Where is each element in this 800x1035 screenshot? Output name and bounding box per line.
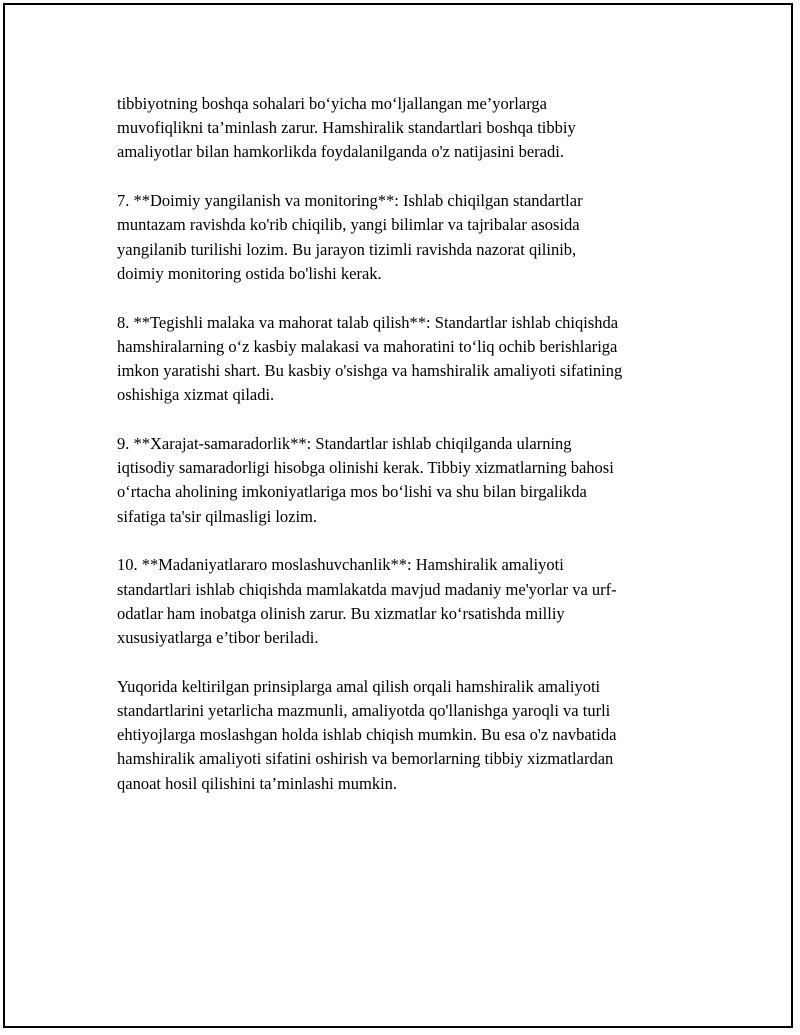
text-line: 8. **Tegishli malaka va mahorat talab qilish**: Standartlar ishlab chiqishda (117, 312, 619, 332)
text-line: standartlarini yetarlicha mazmunli, amaliyotda qo'llanishga yaroqli va turli (117, 701, 611, 721)
paragraph-conclusion (117, 675, 683, 796)
text-line: imkon yaratishi shart. Bu kasbiy o'sishga va hamshiralik amaliyoti sifatining (117, 361, 623, 381)
text-line: odatlar ham inobatga olinish zarur. Bu xizmatlar ko‘rsatishda milliy (117, 603, 565, 623)
text-line: hamshiralik amaliyoti sifatini oshirish va bemorlarning tibbiy xizmatlardan (117, 749, 614, 769)
text-line: Yuqorida keltirilgan prinsiplarga amal qilish orqali hamshiralik amaliyoti (117, 676, 601, 696)
text-line: oshishiga xizmat qiladi. (117, 385, 275, 405)
paragraph-item-10 (117, 553, 683, 650)
text-line: iqtisodiy samaradorligi hisobga olinishi kerak. Tibbiy xizmatlarning bahosi (117, 458, 614, 478)
text-line: tibbiyotning boshqa sohalari bo‘yicha mo‘ljallangan me’yorlarga (117, 94, 547, 113)
text-line: sifatiga ta'sir qilmasligi lozim. (117, 506, 318, 526)
text-line: 9. **Xarajat-samaradorlik**: Standartlar ishlab chiqilganda ularning (117, 434, 572, 454)
text-line: standartlari ishlab chiqishda mamlakatda mavjud madaniy me'yorlar va urf- (117, 579, 617, 599)
text-line: qanoat hosil qilishini ta’minlashi mumkin. (117, 773, 398, 793)
text-line: xususiyatlarga e’tibor beriladi. (117, 628, 319, 648)
text-line: o‘rtacha aholining imkoniyatlariga mos bo‘lishi va shu bilan birgalikda (117, 482, 587, 502)
text-line: doimiy monitoring ostida bo'lishi kerak. (117, 263, 382, 283)
paragraph-item-9 (117, 432, 683, 529)
paragraph-continuation (117, 92, 683, 165)
text-line: yangilanib turilishi lozim. Bu jarayon tizimli ravishda nazorat qilinib, (117, 239, 577, 259)
text-line: 7. **Doimiy yangilanish va monitoring**: Ishlab chiqilgan standartlar (117, 191, 583, 211)
text-line: hamshiralarning o‘z kasbiy malakasi va mahoratini to‘liq ochib berishlariga (117, 336, 618, 356)
text-line: 10. **Madaniyatlararo moslashuvchanlik**: Hamshiralik amaliyoti (117, 555, 564, 575)
text-line: ehtiyojlarga moslashgan holda ishlab chiqish mumkin. Bu esa o'z navbatida (117, 725, 617, 745)
document-body (117, 92, 683, 820)
paragraph-item-8 (117, 311, 683, 408)
text-line: muvofiqlikni ta’minlash zarur. Hamshiralik standartlari boshqa tibbiy (117, 118, 576, 138)
text-line: amaliyotlar bilan hamkorlikda foydalanilganda o'z natijasini beradi. (117, 142, 564, 162)
text-line: muntazam ravishda ko'rib chiqilib, yangi bilimlar va tajribalar asosida (117, 215, 580, 235)
paragraph-item-7 (117, 189, 683, 286)
